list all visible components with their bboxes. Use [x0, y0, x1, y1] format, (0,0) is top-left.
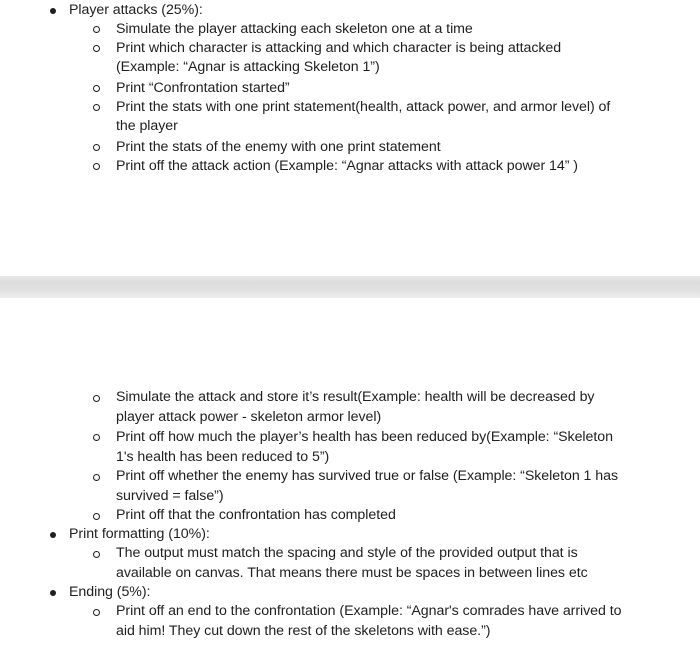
sub-bullet-icon — [93, 85, 100, 92]
sub-bullet-icon — [93, 474, 100, 481]
list-item-line: Print off that the confrontation has completed — [116, 507, 396, 523]
section-heading-print-formatting: Print formatting (10%): — [69, 526, 210, 542]
list-item-line: Simulate the attack and store it’s result(Example: health will be decreased by — [116, 389, 595, 405]
list-item-line: available on canvas. That means there must be spaces in between lines etc — [116, 565, 588, 581]
list-item-line: survived = false”) — [116, 488, 224, 504]
list-item-line: Print “Confrontation started” — [116, 80, 290, 96]
list-item-line: Print the stats of the enemy with one print statement — [116, 139, 441, 155]
bullet-icon — [50, 8, 56, 14]
list-item-line: Print which character is attacking and which character is being attacked — [116, 40, 562, 56]
sub-bullet-icon — [93, 163, 100, 170]
list-item-line: the player — [116, 118, 178, 134]
sub-bullet-icon — [93, 551, 100, 558]
sub-bullet-icon — [93, 609, 100, 616]
bullet-icon — [50, 590, 56, 596]
list-item-line: Print off an end to the confrontation (Example: “Agnar's comrades have arrived to — [116, 603, 622, 619]
sub-bullet-icon — [93, 104, 100, 111]
sub-bullet-icon — [93, 26, 100, 33]
sub-bullet-icon — [93, 513, 100, 520]
list-item-line: player attack power - skeleton armor level) — [116, 409, 382, 425]
list-item-line: Print off the attack action (Example: “Agnar attacks with attack power 14” ) — [116, 158, 578, 174]
sub-bullet-icon — [93, 434, 100, 441]
document-page-bottom — [0, 298, 700, 660]
sub-bullet-icon — [93, 45, 100, 52]
section-heading-ending: Ending (5%): — [69, 584, 151, 600]
list-item-line: Print off whether the enemy has survived true or false (Example: “Skeleton 1 has — [116, 468, 619, 484]
list-item-line: Print off how much the player’s health has been reduced by(Example: “Skeleton — [116, 429, 613, 445]
list-item-line: (Example: “Agnar is attacking Skeleton 1”) — [116, 59, 380, 75]
list-item-line: Simulate the player attacking each skeleton one at a time — [116, 21, 473, 37]
section-heading-player-attacks: Player attacks (25%): — [69, 2, 203, 18]
page-separator — [0, 276, 700, 298]
list-item-line: 1's health has been reduced to 5”) — [116, 449, 330, 465]
bullet-icon — [50, 532, 56, 538]
list-item-line: aid him! They cut down the rest of the skeletons with ease.”) — [116, 623, 491, 639]
list-item-line: The output must match the spacing and style of the provided output that is — [116, 545, 578, 561]
document-page-top — [0, 0, 700, 276]
sub-bullet-icon — [93, 144, 100, 151]
list-item-line: Print the stats with one print statement(health, attack power, and armor level) of — [116, 99, 611, 115]
sub-bullet-icon — [93, 395, 100, 402]
